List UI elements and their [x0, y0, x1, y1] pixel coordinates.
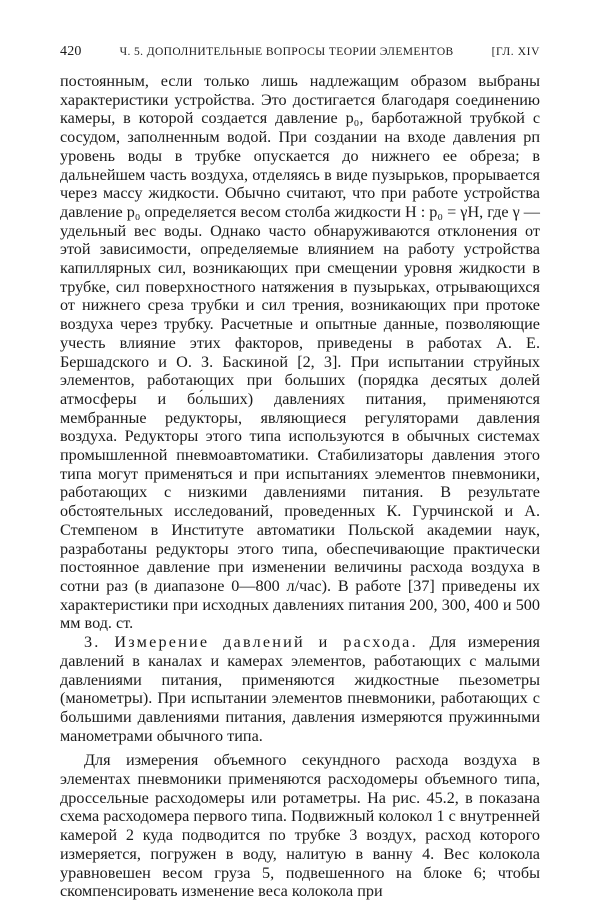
paragraph-measurement [60, 633, 540, 745]
paragraph-measurement-text: Для измерения давлений в каналах и камерах элементов, работающих с малыми давлениями питания, применяются жидкостные пьезометры (манометры). При испытании элементов пневмоники, работающих с большими давлениями питания, давления измеряются пружинными манометрами обычного типа. [60, 633, 541, 745]
paragraph-flow-meters: Для измерения объемного секундного расхода воздуха в элементах пневмоники применяются расходомеры объемного типа, дроссельные расходомеры или ротаметры. На рис. 45.2, в показана схема расходомера первого типа. Подвижный колокол 1 с внутренней камерой 2 куда подводится по трубке 3 воздух, расход которого измеряется, погружен в воду, налитую в ванну 4. Вес колокола уравновешен весом груза 5, подвешенного на блоке 6; чтобы скомпенсировать изменение веса колокола при [60, 751, 540, 901]
chapter-title: Ч. 5. ДОПОЛНИТЕЛЬНЫЕ ВОПРОСЫ ТЕОРИИ ЭЛЕМЕНТОВ [119, 46, 454, 58]
body-text [60, 72, 540, 901]
paragraph-continuation: постоянным, если только лишь надлежащим образом выбраны характеристики устройства. Это достигается благодаря соединению камеры, в которой создается давление p₀, барботажной трубкой с сосудом, заполненным водой. При создании на входе давления pп уровень воды в трубке опускается до нижнего ее обреза; в дальнейшем часть воздуха, отделяясь в виде пузырьков, прорывается через массу жидкости. Обычно считают, что при работе устройства давление p₀ определяется весом столба жидкости H : p₀ = γH, где γ — удельный вес воды. Однако часто обнаруживаются отклонения от этой зависимости, определяемые влиянием на работу устройства капиллярных сил, возникающих при смещении уровня жидкости в трубке, сил поверхностного натяжения в пузырьках, отрывающихся от нижнего среза трубки и сил трения, возникающих при протоке воздуха через трубку. Расчетные и опытные данные, позволяющие учесть влияние этих факторов, приведены в работах А. Е. Бершадского и О. З. Баскиной [2, 3]. При испытании струйных элементов, работающих при больших (порядка десятых долей атмосферы и бо́льших) давлениях питания, применяются мембранные редукторы, являющиеся регуляторами давления воздуха. Редукторы этого типа используются в обычных системах промышленной пневмоавтоматики. Стабилизаторы давления этого типа могут применяться и при испытаниях элементов пневмоники, работающих с низкими давлениями питания. В результате обстоятельных исследований, проведенных К. Гурчинской и А. Стемпеном в Институте автоматики Польской академии наук, разработаны редукторы этого типа, обеспечивающие практически постоянное давление при изменении величины расхода воздуха в сотни раз (в диапазоне 0—800 л/час). В работе [37] приведены их характеристики при исходных давлениях питания 200, 300, 400 и 500 мм вод. ст. [60, 72, 540, 633]
book-page [60, 44, 540, 901]
chapter-reference: [ГЛ. XIV [491, 46, 540, 58]
section-heading: 3. Измерение давлений и расхода. [84, 633, 418, 652]
page-number: 420 [60, 44, 82, 59]
running-header [60, 44, 540, 66]
